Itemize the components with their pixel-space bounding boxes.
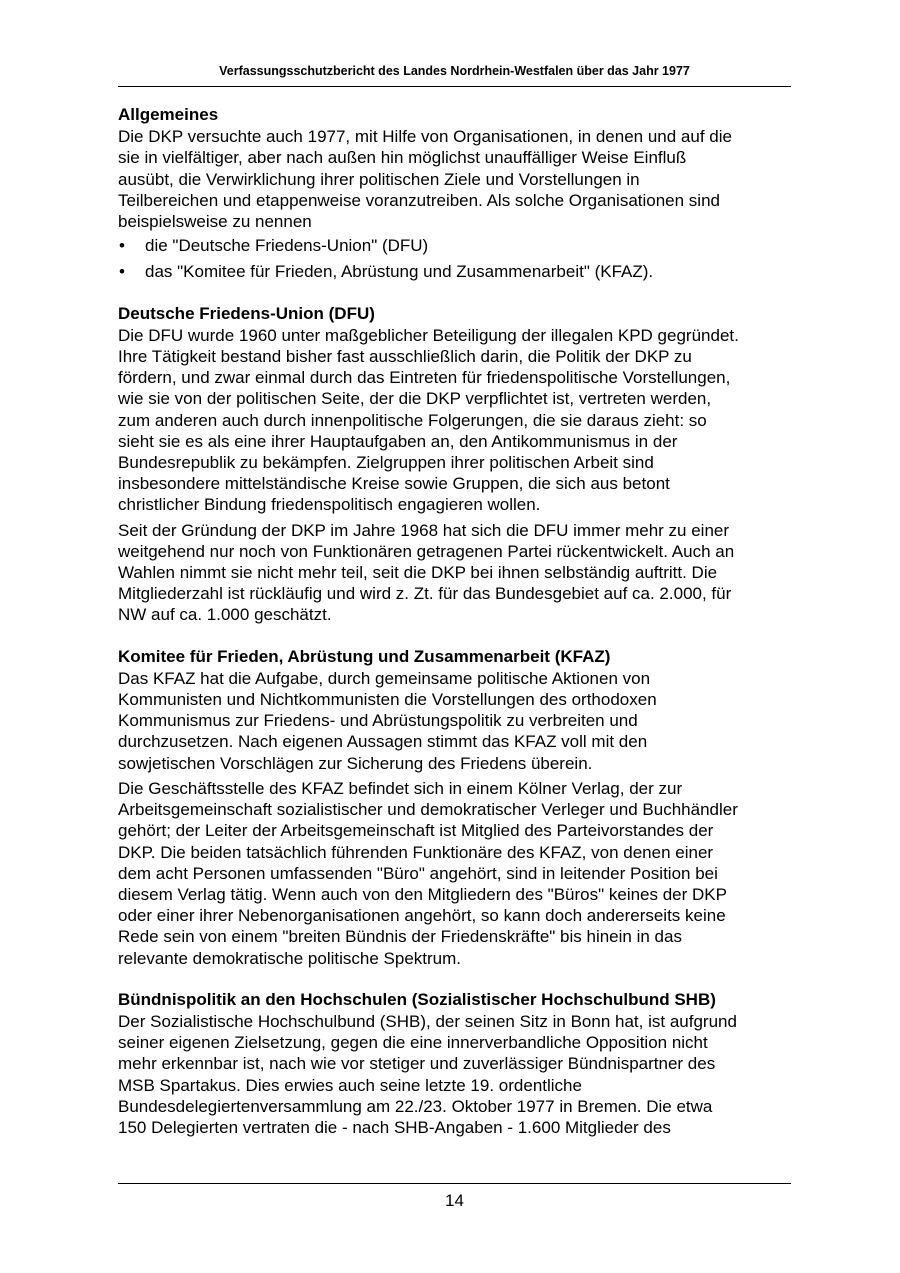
text-line: Kommunismus zur Friedens- und Abrüstungspolitik zu verbreiten und — [118, 711, 638, 731]
text-line: diesem Verlag tätig. Wenn auch von den Mitgliedern des "Büros" keines der DKP — [118, 884, 727, 904]
bullet-text: die "Deutsche Friedens-Union" (DFU) — [145, 236, 429, 256]
text-line: gehört; der Leiter der Arbeitsgemeinschaft ist Mitglied des Parteivorstandes der — [118, 821, 714, 841]
text-line: fördern, und zwar einmal durch das Eintreten für friedenspolitische Vorstellungen, — [118, 368, 731, 388]
bullet-item — [118, 261, 798, 282]
text-line: sie in vielfältiger, aber nach außen hin möglichst unauffälliger Weise Einfluß — [118, 148, 687, 168]
text-line: zum anderen auch durch innenpolitische Folgerungen, die sie daraus zieht: so — [118, 410, 707, 430]
paragraph — [118, 1011, 798, 1138]
text-line: weitgehend nur noch von Funktionären getragenen Partei rückentwickelt. Auch an — [118, 541, 735, 561]
page-number: 14 — [445, 1191, 464, 1210]
header-rule — [118, 86, 791, 87]
text-line: dem acht Personen umfassenden "Büro" angehört, sind in leitender Position bei — [118, 863, 718, 883]
section — [118, 104, 798, 283]
text-line: Die DFU wurde 1960 unter maßgeblicher Beteiligung der illegalen KPD gegründet. — [118, 325, 739, 345]
text-line: Das KFAZ hat die Aufgabe, durch gemeinsame politische Aktionen von — [118, 668, 651, 688]
running-header: Verfassungsschutzbericht des Landes Nordrhein-Westfalen über das Jahr 1977 — [219, 64, 690, 78]
text-line: ausübt, die Verwirklichung ihrer politischen Ziele und Vorstellungen in — [118, 169, 640, 189]
page-body — [118, 104, 798, 1138]
text-line: Bundesrepublik zu bekämpfen. Zielgruppen ihrer politischen Arbeit sind — [118, 453, 654, 473]
text-line: beispielsweise zu nennen — [118, 212, 312, 232]
text-line: 150 Delegierten vertraten die - nach SHB-Angaben - 1.600 Mitglieder des — [118, 1117, 671, 1137]
text-line: Seit der Gründung der DKP im Jahre 1968 hat sich die DFU immer mehr zu einer — [118, 520, 730, 540]
bullet-icon: • — [119, 236, 125, 256]
paragraph — [118, 520, 798, 626]
text-line: sieht sie es als eine ihrer Hauptaufgaben an, den Antikommunismus in der — [118, 431, 678, 451]
bullet-item — [118, 235, 798, 256]
text-line: seiner eigenen Zielsetzung, gegen die eine innerverbandliche Opposition nicht — [118, 1033, 708, 1053]
paragraph — [118, 325, 798, 516]
text-line: Wahlen nimmt sie nicht mehr teil, seit die DKP bei ihnen selbständig auftritt. Die — [118, 563, 718, 583]
text-line: relevante demokratische politische Spektrum. — [118, 948, 461, 968]
paragraph — [118, 668, 798, 774]
text-line: durchzusetzen. Nach eigenen Aussagen stimmt das KFAZ voll mit den — [118, 732, 648, 752]
section-heading: Bündnispolitik an den Hochschulen (Sozialistischer Hochschulbund SHB) — [118, 989, 716, 1009]
text-line: Arbeitsgemeinschaft sozialistischer und demokratischer Verleger und Buchhändler — [118, 800, 738, 820]
text-line: sowjetischen Vorschlägen zur Sicherung des Friedens überein. — [118, 753, 593, 773]
text-line: Die DKP versuchte auch 1977, mit Hilfe von Organisationen, in denen und auf die — [118, 127, 732, 147]
footer-rule — [118, 1183, 791, 1184]
bullet-text: das "Komitee für Frieden, Abrüstung und Zusammenarbeit" (KFAZ). — [145, 262, 654, 282]
section — [118, 646, 798, 969]
text-line: Bundesdelegiertenversammlung am 22./23. Oktober 1977 in Bremen. Die etwa — [118, 1096, 713, 1116]
section — [118, 303, 798, 626]
section — [118, 989, 798, 1138]
text-line: christlicher Bindung friedenspolitisch engagieren wollen. — [118, 495, 541, 515]
section-heading: Komitee für Frieden, Abrüstung und Zusammenarbeit (KFAZ) — [118, 646, 611, 666]
bullet-icon: • — [119, 262, 125, 282]
text-line: mehr erkennbar ist, nach wie vor stetiger und zuverlässiger Bündnispartner des — [118, 1054, 716, 1074]
text-line: Die Geschäftsstelle des KFAZ befindet sich in einem Kölner Verlag, der zur — [118, 778, 683, 798]
text-line: Rede sein von einem "breiten Bündnis der Friedenskräfte" bis hinein in das — [118, 927, 682, 947]
text-line: wie sie von der politischen Seite, der die DKP verpflichtet ist, vertreten werden, — [118, 389, 712, 409]
text-line: Teilbereichen und etappenweise voranzutreiben. Als solche Organisationen sind — [118, 190, 720, 210]
paragraph — [118, 778, 798, 969]
bullet-list — [118, 235, 798, 282]
section-heading: Allgemeines — [118, 105, 219, 124]
text-line: Kommunisten und Nichtkommunisten die Vorstellungen des orthodoxen — [118, 690, 657, 710]
text-line: NW auf ca. 1.000 geschätzt. — [118, 605, 332, 625]
text-line: oder einer ihrer Nebenorganisationen angehört, so kann doch andererseits keine — [118, 906, 726, 926]
paragraph — [118, 126, 798, 232]
section-heading: Deutsche Friedens-Union (DFU) — [118, 303, 375, 323]
text-line: Der Sozialistische Hochschulbund (SHB), der seinen Sitz in Bonn hat, ist aufgrund — [118, 1011, 737, 1031]
text-line: insbesondere mittelständische Kreise sowie Gruppen, die sich aus betont — [118, 474, 670, 494]
text-line: Mitgliederzahl ist rückläufig und wird z. Zt. für das Bundesgebiet auf ca. 2.000, für — [118, 584, 732, 604]
text-line: DKP. Die beiden tatsächlich führenden Funktionäre des KFAZ, von denen einer — [118, 842, 714, 862]
text-line: Ihre Tätigkeit bestand bisher fast ausschließlich darin, die Politik der DKP zu — [118, 347, 692, 367]
text-line: MSB Spartakus. Dies erwies auch seine letzte 19. ordentliche — [118, 1075, 582, 1095]
